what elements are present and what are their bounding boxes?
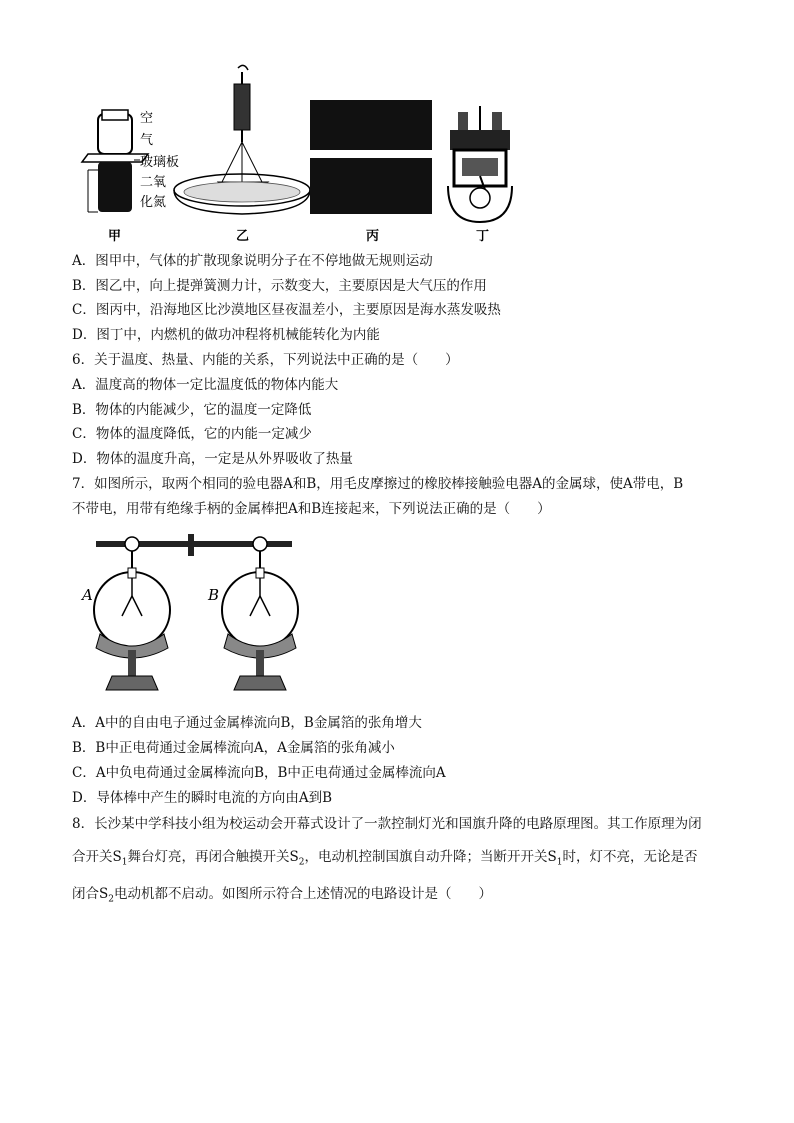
q5-option-a: A．图甲中，气体的扩散现象说明分子在不停地做无规则运动 (72, 253, 433, 269)
q8-line3 (72, 884, 492, 910)
fig-bing-label: 丙 (366, 229, 380, 244)
q7-option-a: A．A中的自由电子通过金属棒流向B，B金属箔的张角增大 (72, 715, 422, 731)
q7-electroscope-figure (78, 530, 308, 698)
electroscope-a (94, 537, 170, 690)
fig-yi-label: 乙 (236, 229, 250, 244)
fig-jia-label: 甲 (108, 229, 122, 244)
q5-figures (78, 62, 538, 252)
q7-stem-line2: 不带电，用带有绝缘手柄的金属棒把A和B连接起来，下列说法正确的是（ ） (72, 501, 551, 517)
q8-line3-part-a: 闭合S (72, 886, 109, 902)
q5-figure-row (78, 62, 538, 252)
q6-option-b: B．物体的内能减少，它的温度一定降低 (72, 402, 312, 418)
q6-option-c: C．物体的温度降低，它的内能一定减少 (72, 426, 312, 442)
q5-option-d: D．图丁中，内燃机的做功冲程将机械能转化为内能 (72, 327, 380, 343)
q5-option-c: C．图丙中，沿海地区比沙漠地区昼夜温差小，主要原因是海水蒸发吸热 (72, 302, 501, 318)
q6-stem: 6．关于温度、热量、内能的关系，下列说法中正确的是（ ） (72, 352, 459, 368)
q8-line2-part-d: 时，灯不亮，无论是否 (562, 849, 698, 865)
fig-ding-label: 丁 (476, 229, 490, 244)
q7-option-c: C．A中负电荷通过金属棒流向B，B中正电荷通过金属棒流向A (72, 765, 446, 781)
fig-jia-no2-label-1: 二氧 (140, 175, 167, 190)
q8-line3-part-b: 电动机都不启动。如图所示符合上述情况的电路设计是（ ） (113, 886, 492, 902)
q8-line2-part-b: 舞台灯亮，再闭合触摸开关S (127, 849, 299, 865)
q8-line1: 8．长沙某中学科技小组为校运动会开幕式设计了一款控制灯光和国旗升降的电路原理图。其工作原理为闭 (72, 816, 702, 832)
insulated-handle (188, 534, 194, 556)
electroscope-b (222, 537, 298, 690)
q7-option-d: D．导体棒中产生的瞬时电流的方向由A到B (72, 790, 332, 806)
q8-line2 (72, 847, 697, 873)
q7-stem-line1: 7．如图所示，取两个相同的验电器A和B，用毛皮摩擦过的橡胶棒接触验电器A的金属球，使A带电，B (72, 476, 684, 492)
q8-line2-sub3: 1 (556, 857, 563, 868)
q8-line2-sub1: 1 (121, 857, 128, 868)
q5-option-b: B．图乙中，向上提弹簧测力计，示数变大，主要原因是大气压的作用 (72, 278, 487, 294)
q8-line2-part-a: 合开关S (72, 849, 122, 865)
fig-jia-jars (82, 110, 148, 212)
electroscope-b-label: B (208, 586, 220, 604)
fig-jia-no2-label-2: 化氮 (140, 195, 167, 210)
q8-line2-part-c: ，电动机控制国旗自动升降；当断开开关S (304, 849, 557, 865)
fig-bing-photo-top (310, 100, 432, 150)
q6-option-d: D．物体的温度升高，一定是从外界吸收了热量 (72, 451, 353, 467)
fig-jia-air-label-2: 气 (140, 133, 154, 148)
fig-ding-engine (448, 106, 512, 222)
q8-line3-sub: 2 (108, 894, 114, 905)
fig-jia-air-label: 空 (140, 111, 154, 126)
fig-yi-spring-scale (174, 65, 310, 214)
fig-bing-photo-bottom (310, 158, 432, 214)
q7-option-b: B．B中正电荷通过金属棒流向A，A金属箔的张角减小 (72, 740, 395, 756)
fig-jia-glass-label: 玻璃板 (140, 155, 180, 170)
electroscope-a-label: A (82, 586, 93, 604)
q6-option-a: A．温度高的物体一定比温度低的物体内能大 (72, 377, 339, 393)
q8-line2-sub2: 2 (298, 857, 305, 868)
